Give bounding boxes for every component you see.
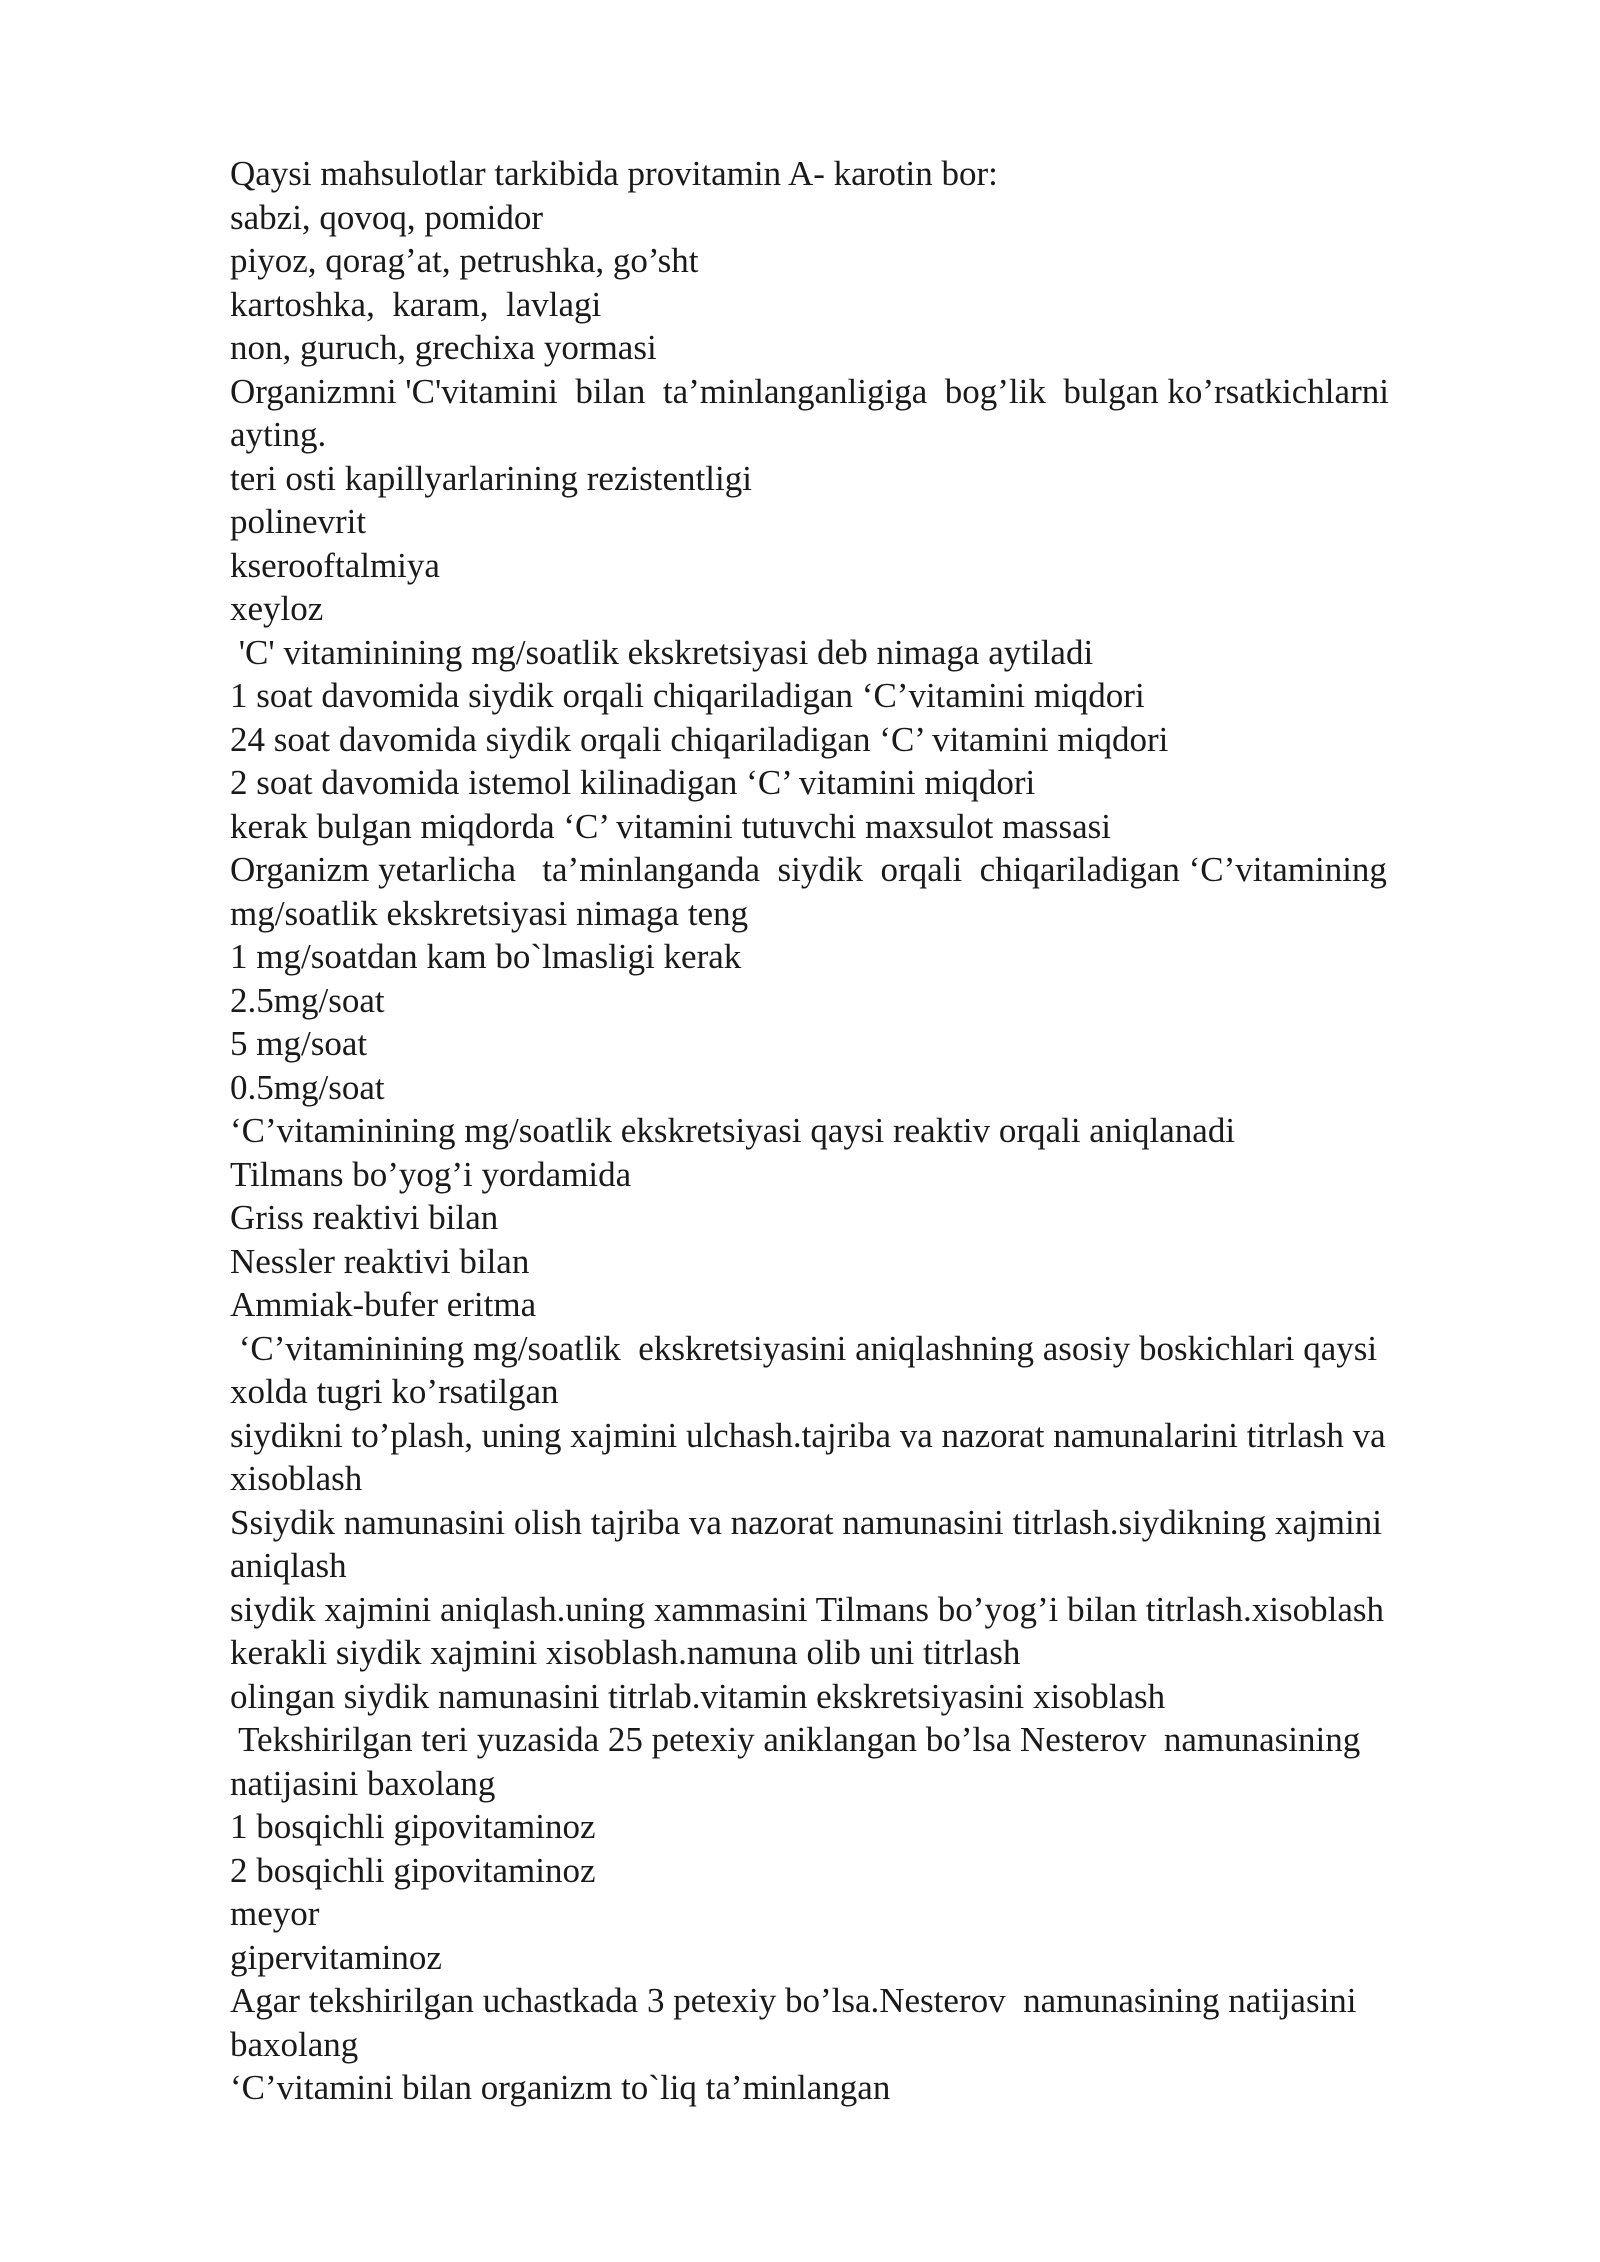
text-line: xolda tugri ko’rsatilgan: [230, 1372, 559, 1411]
text-line: ‘C’vitaminining mg/soatlik ekskretsiyasi qaysi reaktiv orqali aniqlanadi: [230, 1111, 1236, 1150]
text-line: kerakli siydik xajmini xisoblash.namuna olib uni titrlash: [230, 1633, 1021, 1672]
text-line: mg/soatlik ekskretsiyasi nimaga teng: [230, 893, 749, 933]
text-line: kserooftalmiya: [230, 545, 440, 585]
text-line: Nessler reaktivi bilan: [230, 1241, 530, 1281]
text-line: sabzi, qovoq, pomidor: [230, 197, 544, 237]
text-line: 1 bosqichli gipovitaminoz: [230, 1807, 596, 1846]
text-line: Griss reaktivi bilan: [230, 1198, 499, 1237]
text-line: non, guruch, grechixa yormasi: [230, 328, 657, 367]
document-body: [230, 152, 1540, 2110]
text-line: Organizm yetarlicha ta’minlanganda siydik orqali chiqariladigan ‘C’vitamining: [230, 850, 1387, 889]
text-line: xeyloz: [230, 589, 324, 628]
text-line: olingan siydik namunasini titrlab.vitamin ekskretsiyasini xisoblash: [230, 1676, 1166, 1716]
text-line: 2 soat davomida istemol kilinadigan ‘C’ vitamini miqdori: [230, 763, 1036, 802]
text-line: kerak bulgan miqdorda ‘C’ vitamini tutuvchi maxsulot massasi: [230, 806, 1111, 846]
text-line: gipervitaminoz: [230, 1937, 442, 1977]
text-line: 1 soat davomida siydik orqali chiqariladigan ‘C’vitamini miqdori: [230, 676, 1145, 715]
text-line: 24 soat davomida siydik orqali chiqariladigan ‘C’ vitamini miqdori: [230, 719, 1169, 759]
text-line: Ssiydik namunasini olish tajriba va nazorat namunasini titrlash.siydikning xajmini: [230, 1502, 1382, 1542]
text-line: aniqlash: [230, 1546, 347, 1585]
text-line: Agar tekshirilgan uchastkada 3 petexiy bo’lsa.Nesterov namunasining natijasini: [230, 1981, 1357, 2020]
text-line: xisoblash: [230, 1459, 363, 1498]
text-line: piyoz, qorag’at, petrushka, go’sht: [230, 241, 699, 280]
text-line: 0.5mg/soat: [230, 1067, 385, 1107]
text-line: 5 mg/soat: [230, 1024, 368, 1063]
text-line: meyor: [230, 1894, 320, 1933]
text-line: Qaysi mahsulotlar tarkibida provitamin A- karotin bor:: [230, 154, 998, 193]
text-line: Organizmni 'C'vitamini bilan ta’minlanganligiga bog’lik bulgan ko’rsatkichlarni: [230, 371, 1389, 411]
text-line: teri osti kapillyarlarining rezistentligi: [230, 458, 752, 498]
text-line: siydik xajmini aniqlash.uning xammasini Tilmans bo’yog’i bilan titrlash.xisoblash: [230, 1589, 1384, 1629]
text-line: natijasini baxolang: [230, 1763, 496, 1803]
text-line: 1 mg/soatdan kam bo`lmasligi kerak: [230, 937, 742, 976]
text-line: 'C' vitaminining mg/soatlik ekskretsiyasi deb nimaga aytiladi: [230, 632, 1094, 672]
text-line: 2.5mg/soat: [230, 980, 385, 1020]
text-line: siydikni to’plash, uning xajmini ulchash.tajriba va nazorat namunalarini titrlash va: [230, 1415, 1386, 1455]
text-line: Ammiak-bufer eritma: [230, 1285, 537, 1324]
text-line: baxolang: [230, 2024, 359, 2064]
text-line: 2 bosqichli gipovitaminoz: [230, 1850, 596, 1890]
text-line: ‘C’vitamini bilan organizm to`liq ta’minlangan: [230, 2068, 891, 2107]
text-line: polinevrit: [230, 502, 367, 541]
text-line: kartoshka, karam, lavlagi: [230, 284, 602, 324]
text-line: ‘C’vitaminining mg/soatlik ekskretsiyasini aniqlashning asosiy boskichlari qaysi: [230, 1328, 1378, 1368]
text-line: Tekshirilgan teri yuzasida 25 petexiy aniklangan bo’lsa Nesterov namunasining: [230, 1720, 1361, 1759]
text-line: ayting.: [230, 415, 327, 454]
text-line: Tilmans bo’yog’i yordamida: [230, 1154, 632, 1194]
